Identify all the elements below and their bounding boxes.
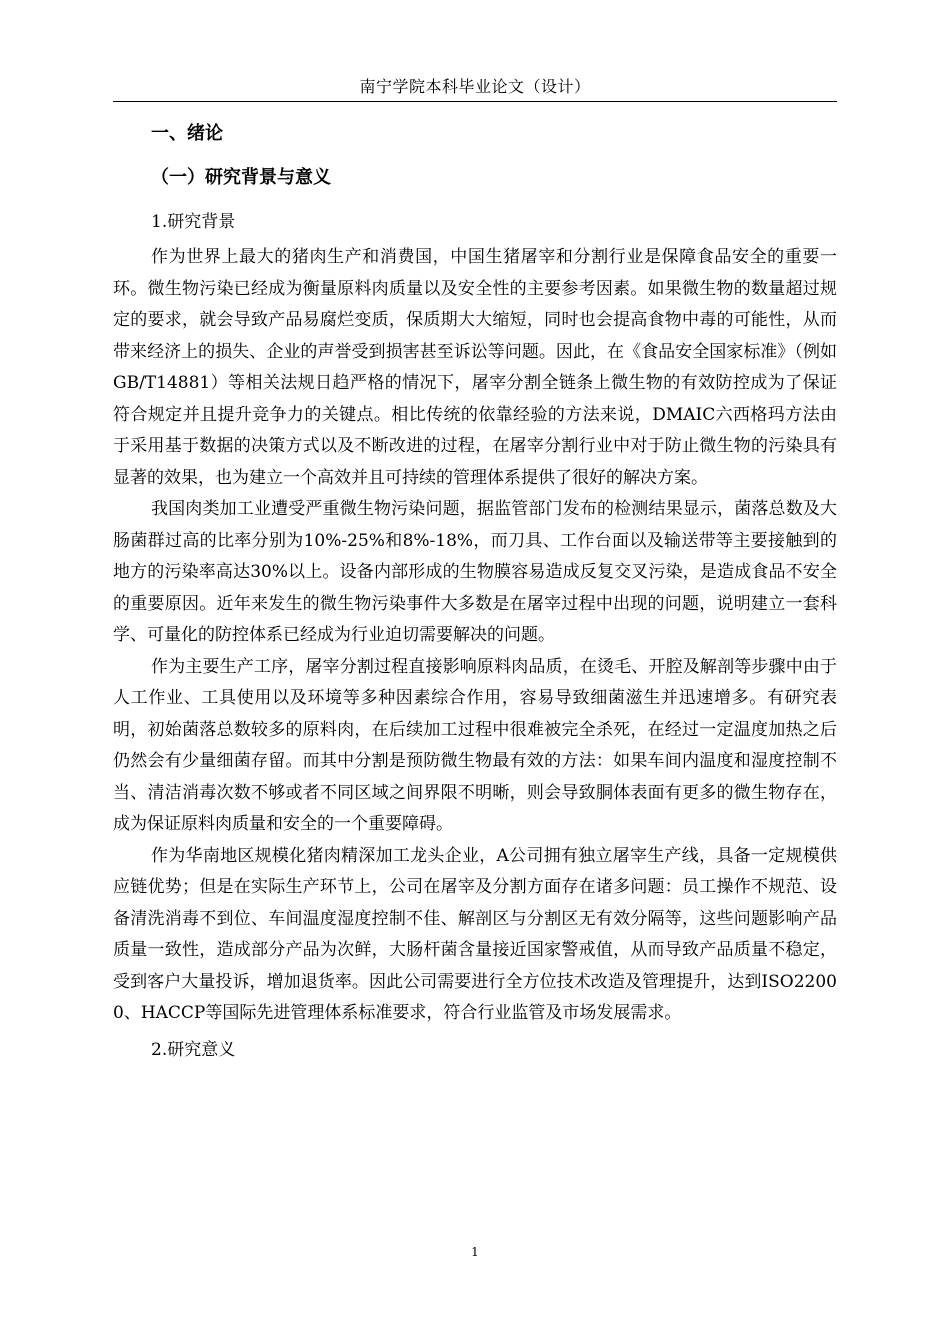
paragraph: 我国肉类加工业遭受严重微生物污染问题，据监管部门发布的检测结果显示，菌落总数及大肠菌群过高的比率分别为10%-25%和8%-18%，而刀具、工作台面以及输送带等主要接触到的地方的污染率高达30%以上。设备内部形成的生物膜容易造成反复交叉污染，是造成食品不安全的重要原因。近年来发生的微生物污染事件大多数是在屠宰过程中出现的问题，说明建立一套科学、可量化的防控体系已经成为行业迫切需要解决的问题。 (113, 499, 837, 645)
page-number: 1 (471, 1245, 479, 1259)
section-heading: （一）研究背景与意义 (151, 167, 331, 188)
paragraph: 作为主要生产工序，屠宰分割过程直接影响原料肉品质，在烫毛、开腔及解剖等步骤中由于人工作业、工具使用以及环境等多种因素综合作用，容易导致细菌滋生并迅速增多。有研究表明，初始菌落总数较多的原料肉，在后续加工过程中很难被完全杀死，在经过一定温度加热之后仍然会有少量细菌存留。而其中分割是预防微生物最有效的方法：如果车间内温度和湿度控制不当、清洁消毒次数不够或者不同区域之间界限不明晰，则会导致胴体表面有更多的微生物存在，成为保证原料肉质量和安全的一个重要障碍。 (113, 656, 837, 834)
page-body (113, 114, 837, 1070)
subsection-heading-background: 1.研究背景 (151, 212, 236, 232)
chapter-heading: 一、绪论 (151, 123, 223, 144)
subsection-heading-significance: 2.研究意义 (151, 1039, 236, 1060)
paragraph: 作为世界上最大的猪肉生产和消费国，中国生猪屠宰和分割行业是保障食品安全的重要一环。微生物污染已经成为衡量原料肉质量以及安全性的主要参考因素。如果微生物的数量超过规定的要求，就会导致产品易腐烂变质，保质期大大缩短，同时也会提高食物中毒的可能性，从而带来经济上的损失、企业的声誉受到损害甚至诉讼等问题。因此，在《食品安全国家标准》（例如GB/T14881）等相关法规日趋严格的情况下，屠宰分割全链条上微生物的有效防控成为了保证符合规定并且提升竞争力的关键点。相比传统的依靠经验的方法来说，DMAIC六西格玛方法由于采用基于数据的决策方式以及不断改进的过程，在屠宰分割行业中对于防止微生物的污染具有显著的效果，也为建立一个高效并且可持续的管理体系提供了很好的解决方案。 (113, 247, 837, 488)
header-rule (113, 101, 837, 102)
paragraph: 作为华南地区规模化猪肉精深加工龙头企业，A公司拥有独立屠宰生产线，具备一定规模供应链优势；但是在实际生产环节上，公司在屠宰及分割方面存在诸多问题：员工操作不规范、设备清洗消毒不到位、车间温度湿度控制不佳、解剖区与分割区无有效分隔等，这些问题影响产品质量一致性，造成部分产品为次鲜，大肠杆菌含量接近国家警戒值，从而导致产品质量不稳定，受到客户大量投诉，增加退货率。因此公司需要进行全方位技术改造及管理提升，达到ISO22000、HACCP等国际先进管理体系标准要求，符合行业监管及市场发展需求。 (113, 845, 837, 1023)
running-header: 南宁学院本科毕业论文（设计） (359, 77, 591, 96)
